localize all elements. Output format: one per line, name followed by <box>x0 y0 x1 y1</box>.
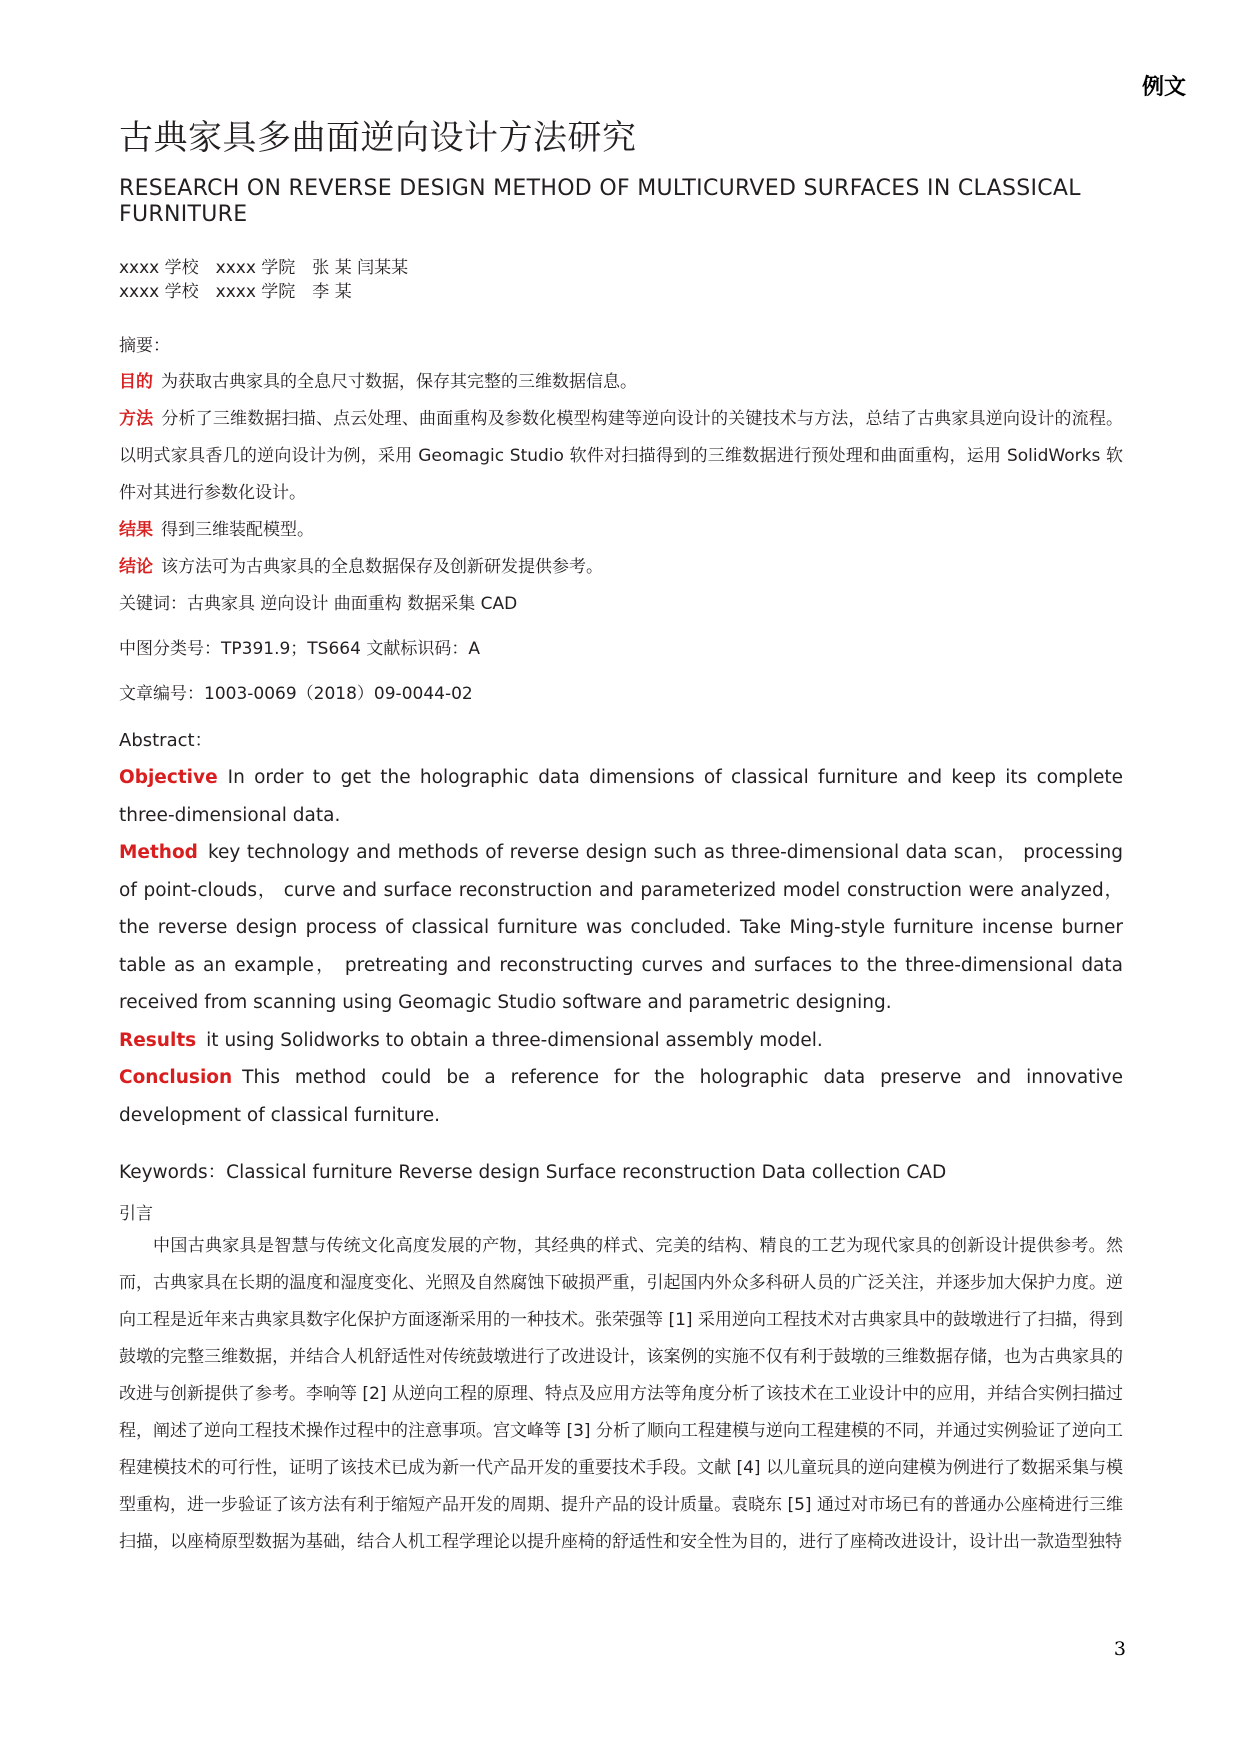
sample-label: 例文 <box>1141 75 1186 100</box>
author-line: xxxx 学校 xxxx 学院 张 某 闫某某 <box>119 258 409 278</box>
abstract-cn-method <box>119 401 1123 512</box>
classification-number: 中图分类号：TP391.9；TS664 文献标识码：A <box>119 639 480 659</box>
conclusion-en-text: This method could be a reference for the holographic data preserve and innovative development of classical furniture. <box>119 1067 1123 1126</box>
author-block <box>119 256 1123 304</box>
introduction-paragraph: 中国古典家具是智慧与传统文化高度发展的产物，其经典的样式、完美的结构、精良的工艺为现代家具的创新设计提供参考。然而，古典家具在长期的温度和湿度变化、光照及自然腐蚀下破损严重，引起国内外众多科研人员的广泛关注，并逐步加大保护力度。逆向工程是近年来古典家具数字化保护方面逐渐采用的一种技术。张荣强等 [1] 采用逆向工程技术对古典家具中的鼓墩进行了扫描，得到鼓墩的完整三维数据，并结合人机舒适性对传统鼓墩进行了改进设计，该案例的实施不仅有利于鼓墩的三维数据存储，也为古典家具的改进与创新提供了参考。李响等 [2] 从逆向工程的原理、特点及应用方法等角度分析了该技术在工业设计中的应用，并结合实例扫描过程，阐述了逆向工程技术操作过程中的注意事项。宫文峰等 [3] 分析了顺向工程建模与逆向工程建模的不同，并通过实例验证了逆向工程建模技术的可行性，证明了该技术已成为新一代产品开发的重要技术手段。文献 [4] 以儿童玩具的逆向建模为例进行了数据采集与模型重构，进一步验证了该方法有利于缩短产品开发的周期、提升产品的设计质量。袁晓东 [5] 通过对市场已有的普通办公座椅进行三维扫描，以座椅原型数据为基础，结合人机工程学理论以提升座椅的舒适性和安全性为目的，进行了座椅改进设计，设计出一款造型独特 <box>119 1235 1123 1552</box>
result-tag: 结果 <box>119 520 153 540</box>
keywords-cn: 关键词：古典家具 逆向设计 曲面重构 数据采集 CAD <box>119 594 518 614</box>
result-text: 得到三维装配模型。 <box>161 520 314 540</box>
abstract-cn-objective <box>119 364 1123 401</box>
article-content <box>119 112 1123 1561</box>
author-line: xxxx 学校 xxxx 学院 李 某 <box>119 282 352 302</box>
method-tag: 方法 <box>119 409 154 429</box>
objective-text: 为获取古典家具的全息尺寸数据，保存其完整的三维数据信息。 <box>161 372 637 392</box>
conclusion-en-tag: Conclusion <box>119 1067 233 1088</box>
abstract-en-label: Abstract： <box>119 730 213 751</box>
introduction-heading: 引言 <box>119 1203 153 1224</box>
article-number: 文章编号：1003-0069（2018）09-0044-02 <box>119 684 473 704</box>
title-chinese: 古典家具多曲面逆向设计方法研究 <box>119 118 637 158</box>
objective-en-text: In order to get the holographic data dimensions of classical furniture and keep its complete three-dimensional data. <box>119 767 1123 826</box>
conclusion-tag: 结论 <box>119 557 153 577</box>
keywords-en: Keywords：Classical furniture Reverse design Surface reconstruction Data collection CAD <box>119 1162 947 1183</box>
page-number: 3 <box>1113 1638 1126 1660</box>
method-en-text: key technology and methods of reverse design such as three-dimensional data scan， processing of point-clouds， curve and surface reconstruction and parameterized model construction were analyzed，the reverse design process of classical furniture was concluded. Take Ming-style furniture incense burner table as an example， pretreating and reconstructing curves and surfaces to the three-dimensional data received from scanning using Geomagic Studio software and parametric designing. <box>119 842 1123 1013</box>
abstract-en-method <box>119 834 1123 1022</box>
objective-en-tag: Objective <box>119 767 218 788</box>
objective-tag: 目的 <box>119 372 153 392</box>
method-text: 分析了三维数据扫描、点云处理、曲面重构及参数化模型构建等逆向设计的关键技术与方法，总结了古典家具逆向设计的流程。以明式家具香几的逆向设计为例，采用 Geomagic Studio 软件对扫描得到的三维数据进行预处理和曲面重构，运用 SolidWorks 软件对其进行参数化设计。 <box>119 409 1124 503</box>
abstract-cn-label: 摘要： <box>119 336 170 356</box>
abstract-cn-conclusion <box>119 549 1123 586</box>
results-en-tag: Results <box>119 1029 197 1051</box>
abstract-en-conclusion <box>119 1059 1123 1134</box>
abstract-en-results <box>119 1022 1123 1060</box>
method-en-tag: Method <box>119 842 198 863</box>
abstract-en-objective <box>119 759 1123 834</box>
title-english: RESEARCH ON REVERSE DESIGN METHOD OF MULTICURVED SURFACES IN CLASSICAL FURNITURE <box>119 176 1081 227</box>
conclusion-text: 该方法可为古典家具的全息数据保存及创新研发提供参考。 <box>161 557 603 577</box>
results-en-text: it using Solidworks to obtain a three-dimensional assembly model. <box>206 1029 823 1051</box>
abstract-cn-result <box>119 512 1123 549</box>
